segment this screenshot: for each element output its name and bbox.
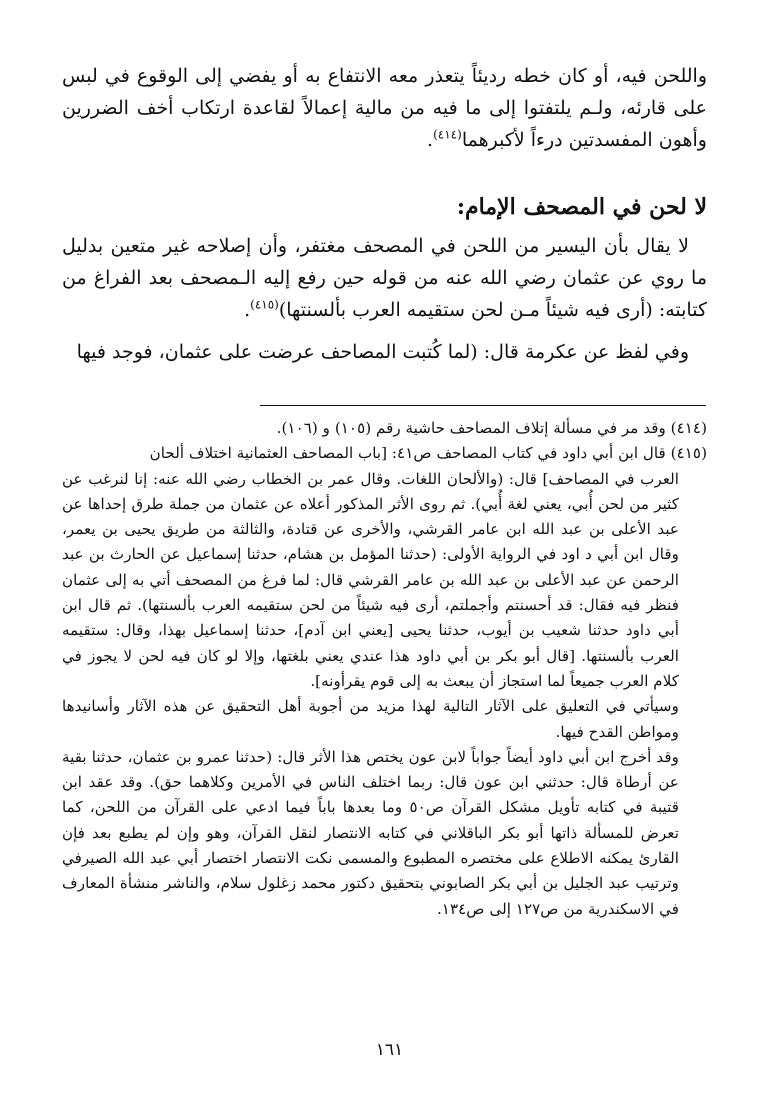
- footnotes: [62, 416, 707, 922]
- body-text: [62, 60, 707, 368]
- section-heading: لا لحن في المصحف الإمام:: [456, 194, 707, 220]
- footnote-414: (٤١٤) وقد مر في مسألة إتلاف المصاحف حاشية رقم (١٠٥) و (١٠٦).: [276, 419, 707, 437]
- page-number: ١٦١: [375, 1040, 404, 1060]
- paragraph-1: واللحن فيه، أو كان خطه رديئاً يتعذر معه الانتفاع به أو يفضي إلى الوقوع في لبس على قارئه، ولـم يلتفتوا إلى ما فيه من مالية إعمالاً لقاعدة ارتكاب أخف الضررين وأهون المفسدتين درءاً لأكبرهما$^{(٤١٤)}$.: [62, 65, 707, 151]
- paragraph-3: وفي لفظ عن عكرمة قال: (لما كُتبت المصاحف عرضت على عثمان، فوجد فيها: [76, 341, 689, 363]
- footnote-415-para2: وسيأتي في التعليق على الآثار التالية لهذا مزيد من أجوبة أهل التحقيق عن هذه الآثار وأسانيدها ومواطن القدح فيها.: [62, 697, 679, 741]
- footnote-415-block: [62, 467, 707, 922]
- footnote-ref-414[interactable]: (٤١٤): [433, 127, 462, 142]
- paragraph-2: لا يقال بأن اليسير من اللحن في المصحف مغتفر، وأن إصلاحه غير متعين بدليل ما روي عن عثمان رضي الله عنه من قوله حين رفع إليه الـمصحف بعد الفراغ من كتابته: (أرى فيه شيئاً مـن لحن ستقيمه العرب بألسنتها)$^{(٤١٥)}$.: [62, 235, 707, 321]
- footnote-415-body: العرب في المصاحف] قال: (والألحان اللغات. وقال عمر بن الخطاب رضي الله عنه: إنا لنرغب عن كثير من لحن أُبي، يعني لغة أُبي). ثم روى الأثر المذكور أعلاه عن عثمان من جملة طرق إحداها عن عبد الأعلى بن عبد الله ابن عامر القرشي، والأخرى عن قتادة، والثالثة من طريق يحيى بن يعمر، وقال ابن أبي د اود في الرواية الأولى: (حدثنا المؤمل بن هشام، حدثنا إسماعيل عن الحارث بن عبد الرحمن عن عبد الأعلى بن عبد الله بن عامر القرشي قال: لما فرغ من المصحف أتي به إلى عثمان فنظر فيه فقال: قد أحسنتم وأجملتم، أرى فيه شيئاً من لحن ستقيمه العرب بألسنتها). ثم قال ابن أبي داود حدثنا شعيب بن أيوب، حدثنا يحيى [يعني ابن آدم]، حدثنا إسماعيل بهذا، وقال: ستقيمه العرب بألسنتها. [قال أبو بكر بن أبي داود هذا عندي يعني بلغتها، وإلا لو كان فيه لحن لا يجوز في كلام العرب جميعاً لما استجاز أن يبعث به إلى قوم يقرأونه].: [62, 469, 679, 690]
- footnote-divider: [260, 405, 706, 406]
- footnote-ref-415[interactable]: (٤١٥): [250, 297, 279, 312]
- main-text: [62, 60, 707, 368]
- footnote-415-para3: وقد أخرج ابن أبي داود أيضاً جواباً لابن عون يختص هذا الأثر قال: (حدثنا عمرو بن عثمان، حدثنا بقية عن أرطاة قال: حدثني ابن عون قال: ربما اختلف الناس في الأمرين وكلاهما حق). وقد عقد ابن قتيبة في كتابه تأويل مشكل القرآن ص٥٠ وما بعدها باباً فيما ادعي على القرآن من اللحن، كما تعرض للمسألة ذاتها أبو بكر الباقلاني في كتابه الانتصار لنقل القرآن، وهو وإن لم يطبع بعد فإن القارئ يمكنه الاطلاع على مختصره المطبوع والمسمى نكت الانتصار اختصار أبي عبد الله الصيرفي وترتيب عبد الجليل بن أبي بكر الصابوني بتحقيق دكتور محمد زغلول سلام، والناشر منشأة المعارف في الاسكندرية من ص١٢٧ إلى ص١٣٤.: [62, 747, 679, 918]
- footnote-415-lead: (٤١٥) قال ابن أبي داود في كتاب المصاحف ص٤١: [باب المصاحف العثمانية اختلاف ألحان: [149, 444, 707, 463]
